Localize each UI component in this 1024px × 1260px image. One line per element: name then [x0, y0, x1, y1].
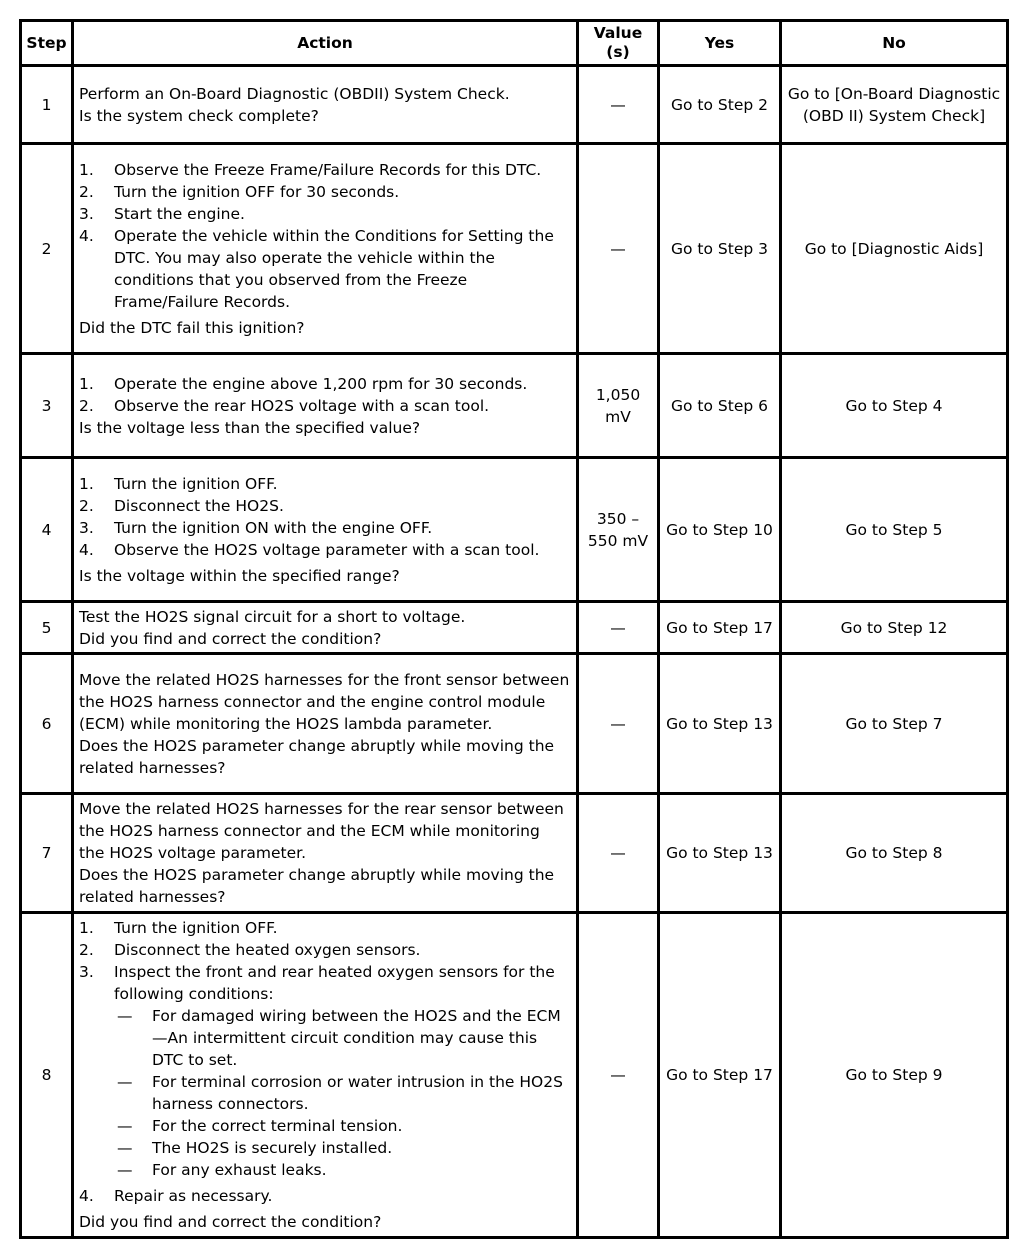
value-cell: 1,050 mV — [578, 354, 659, 458]
yes-cell: Go to Step 13 — [659, 794, 781, 913]
item-number: 2. — [79, 396, 94, 415]
no-cell: Go to [On-Board Diagnostic (OBD II) System Check] — [781, 66, 1008, 144]
step-cell: 1 — [21, 66, 73, 144]
value-cell: — — [578, 144, 659, 354]
table-row — [21, 654, 1008, 794]
item-text: For the correct terminal tension. — [152, 1117, 403, 1135]
item-number: 4. — [79, 1187, 94, 1205]
item-text: For any exhaust leaks. — [152, 1161, 327, 1179]
action-sub-item — [79, 1159, 570, 1181]
dash-bullet: — — [117, 1117, 133, 1135]
no-cell: Go to Step 7 — [781, 654, 1008, 794]
action-cell — [73, 602, 578, 654]
item-number: 4. — [79, 226, 94, 245]
step-cell: 3 — [21, 354, 73, 458]
yes-cell: Go to Step 6 — [659, 354, 781, 458]
item-text: Observe the rear HO2S voltage with a scan tool. — [114, 396, 490, 415]
action-list-item — [79, 473, 570, 495]
dash-bullet: — — [117, 1073, 133, 1091]
item-text: Operate the engine above 1,200 rpm for 30 seconds. — [114, 374, 528, 393]
table-row — [21, 66, 1008, 144]
header-step: Step — [21, 21, 73, 66]
action-sub-item — [79, 1137, 570, 1159]
action-text: Is the system check complete? — [79, 106, 319, 125]
table-row — [21, 354, 1008, 458]
action-text: Move the related HO2S harnesses for the rear sensor between the HO2S harness connector and the ECM while monitoring the HO2S voltage parameter. — [79, 800, 564, 862]
action-list-item — [79, 495, 570, 517]
step-cell: 5 — [21, 602, 73, 654]
table-row — [21, 458, 1008, 602]
action-text: Did you find and correct the condition? — [79, 629, 382, 648]
action-sub-item — [79, 1005, 570, 1071]
step-cell: 8 — [21, 913, 73, 1238]
action-text: Did the DTC fail this ignition? — [79, 318, 305, 337]
action-cell — [73, 66, 578, 144]
action-list-item — [79, 539, 570, 561]
dash-bullet: — — [117, 1007, 133, 1025]
item-text: Turn the ignition OFF for 30 seconds. — [114, 182, 400, 201]
no-cell: Go to Step 12 — [781, 602, 1008, 654]
table-row — [21, 144, 1008, 354]
action-text: Perform an On-Board Diagnostic (OBDII) System Check. — [79, 84, 510, 103]
item-number: 3. — [79, 518, 94, 537]
value-cell: — — [578, 913, 659, 1238]
table-row — [21, 602, 1008, 654]
action-list-item — [79, 225, 570, 313]
dash-bullet: — — [117, 1161, 133, 1179]
action-cell — [73, 794, 578, 913]
dash-bullet: — — [117, 1139, 133, 1157]
action-list-item — [79, 917, 570, 939]
item-number: 1. — [79, 160, 94, 179]
no-cell: Go to Step 8 — [781, 794, 1008, 913]
item-text: Turn the ignition ON with the engine OFF. — [114, 518, 433, 537]
action-text: Is the voltage less than the specified value? — [79, 418, 421, 437]
action-text: Move the related HO2S harnesses for the front sensor between the HO2S harness connector and the engine control module (ECM) while monitoring the HO2S lambda parameter. — [79, 670, 570, 733]
item-number: 3. — [79, 204, 94, 223]
item-text: Operate the vehicle within the Conditions for Setting the DTC. You may also operate the vehicle within the conditions that you observed from the Freeze Frame/Failure Records. — [114, 226, 554, 311]
item-number: 4. — [79, 540, 94, 559]
action-cell — [73, 458, 578, 602]
action-sub-item — [79, 1071, 570, 1115]
item-text: Start the engine. — [114, 204, 245, 223]
no-cell: Go to [Diagnostic Aids] — [781, 144, 1008, 354]
step-cell: 6 — [21, 654, 73, 794]
item-text: Disconnect the HO2S. — [114, 496, 284, 515]
action-list-item — [79, 395, 570, 417]
action-list-item — [79, 517, 570, 539]
item-text: Turn the ignition OFF. — [114, 474, 278, 493]
yes-cell: Go to Step 2 — [659, 66, 781, 144]
value-cell: — — [578, 66, 659, 144]
item-text: Observe the HO2S voltage parameter with a scan tool. — [114, 540, 540, 559]
value-cell: 350 – 550 mV — [578, 458, 659, 602]
action-list-item — [79, 939, 570, 961]
item-number: 1. — [79, 374, 94, 393]
action-list-item — [79, 159, 570, 181]
item-number: 1. — [79, 474, 94, 493]
item-text: Observe the Freeze Frame/Failure Records for this DTC. — [114, 160, 542, 179]
yes-cell: Go to Step 17 — [659, 602, 781, 654]
header-no: No — [781, 21, 1008, 66]
value-cell: — — [578, 602, 659, 654]
action-cell — [73, 144, 578, 354]
action-text: Test the HO2S signal circuit for a short to voltage. — [79, 607, 466, 626]
action-list-item — [79, 181, 570, 203]
action-text: Does the HO2S parameter change abruptly while moving the related harnesses? — [79, 866, 555, 906]
item-text: Repair as necessary. — [114, 1187, 273, 1205]
step-cell: 7 — [21, 794, 73, 913]
action-text: Does the HO2S parameter change abruptly while moving the related harnesses? — [79, 736, 555, 777]
action-list-item — [79, 1185, 570, 1207]
item-text: The HO2S is securely installed. — [152, 1139, 393, 1157]
table-row — [21, 794, 1008, 913]
header-value: Value (s) — [578, 21, 659, 66]
item-text: Turn the ignition OFF. — [114, 919, 278, 937]
table-row — [21, 913, 1008, 1238]
yes-cell: Go to Step 10 — [659, 458, 781, 602]
header-yes: Yes — [659, 21, 781, 66]
item-number: 1. — [79, 919, 94, 937]
action-cell — [73, 654, 578, 794]
item-text: Disconnect the heated oxygen sensors. — [114, 941, 421, 959]
action-text: Is the voltage within the specified range? — [79, 566, 400, 585]
value-cell: — — [578, 794, 659, 913]
item-text: Inspect the front and rear heated oxygen sensors for the following conditions: — [114, 963, 555, 1003]
yes-cell: Go to Step 17 — [659, 913, 781, 1238]
action-cell — [73, 354, 578, 458]
header-action: Action — [73, 21, 578, 66]
action-list-item — [79, 203, 570, 225]
action-text: Did you find and correct the condition? — [79, 1213, 382, 1231]
action-list-item — [79, 961, 570, 1005]
yes-cell: Go to Step 3 — [659, 144, 781, 354]
action-cell — [73, 913, 578, 1238]
item-number: 2. — [79, 941, 94, 959]
step-cell: 2 — [21, 144, 73, 354]
diagnostic-table — [19, 19, 1009, 1239]
no-cell: Go to Step 9 — [781, 913, 1008, 1238]
no-cell: Go to Step 5 — [781, 458, 1008, 602]
item-number: 2. — [79, 182, 94, 201]
header-row — [21, 21, 1008, 66]
item-number: 3. — [79, 963, 94, 981]
item-text: For terminal corrosion or water intrusion in the HO2S harness connectors. — [152, 1073, 563, 1113]
yes-cell: Go to Step 13 — [659, 654, 781, 794]
step-cell: 4 — [21, 458, 73, 602]
value-cell: — — [578, 654, 659, 794]
action-list-item — [79, 373, 570, 395]
no-cell: Go to Step 4 — [781, 354, 1008, 458]
item-number: 2. — [79, 496, 94, 515]
item-text: For damaged wiring between the HO2S and the ECM—An intermittent circuit condition may cause this DTC to set. — [152, 1007, 561, 1069]
action-sub-item — [79, 1115, 570, 1137]
